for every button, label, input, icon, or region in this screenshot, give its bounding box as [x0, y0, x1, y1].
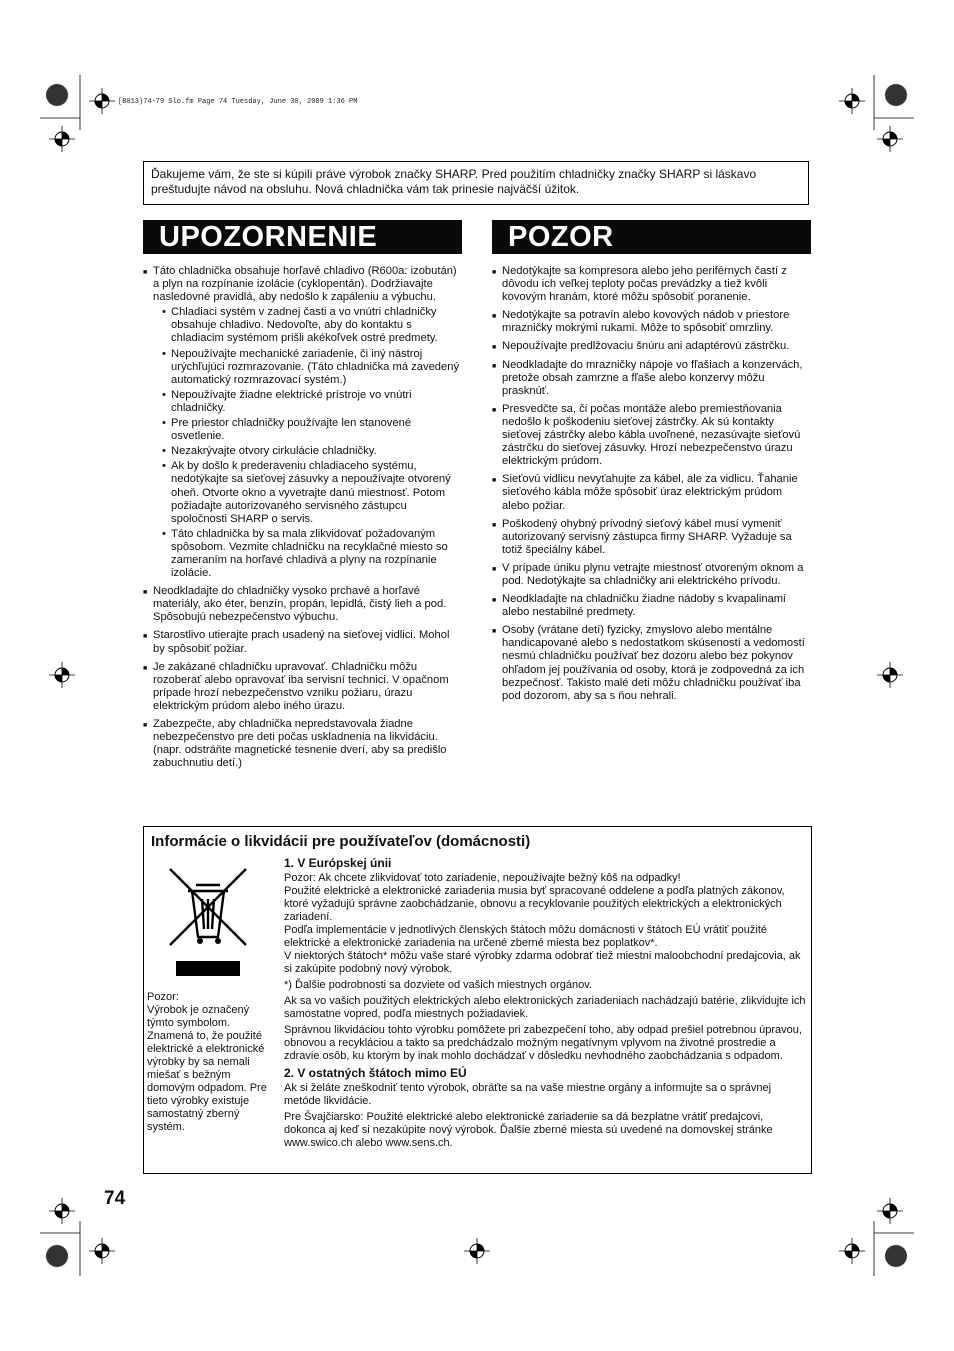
- caution-item: ■ Nedotýkajte sa kompresora alebo jeho periférnych častí z dôvodu ich veľkej teploty počas prevádzky a tiež kvôli kovovým hranám, ktoré môžu spôsobiť poranenie.: [492, 265, 810, 304]
- caution-banner: POZOR: [492, 220, 811, 254]
- disposal-info-box: [143, 826, 812, 1174]
- caution-item: ■ V prípade úniku plynu vetrajte miestnosť otvoreným oknom a pod. Nedotýkajte sa chladničky ani elektrického prívodu.: [492, 562, 810, 588]
- caution-item: ■ Nedotýkajte sa potravín alebo kovových nádob v priestore mrazničky mokrými rukami. Môže to spôsobiť omrzliny.: [492, 309, 810, 335]
- warning-item: ■ Neodkladajte do chladničky vysoko prchavé a horľavé materiály, ako éter, benzín, propán, lepidlá, čistý lieh a pod. Spôsobujú nebezpečenstvo výbuchu.: [143, 585, 463, 624]
- warning-subitem: • Chladiaci systém v zadnej časti a vo vnútri chladničky obsahuje chladivo. Nedovoľte, aby do kontaktu s chladiacim systémom prišli akékoľvek ostré predmety.: [162, 306, 463, 345]
- warning-subitem: • Nepoužívajte mechanické zariadenie, či iný nástroj urýchľujúci rozmrazovanie. (Táto chladnička má zavedený automatický rozmrazovací systém.): [162, 348, 463, 387]
- paragraph: Pozor: Ak chcete zlikvidovať toto zariadenie, nepoužívajte bežný kôš na odpadky!: [284, 872, 681, 884]
- crossed-bin-icon: [166, 865, 250, 979]
- caution-item: ■ Sieťovú vidlicu nevyťahujte za kábel, ale za vidlicu. Ťahanie sieťového kábla môže spôsobiť úraz elektrickým prúdom alebo požiar.: [492, 473, 810, 512]
- caution-item: ■ Osoby (vrátane detí) fyzicky, zmyslovo alebo mentálne handicapované alebo s nedostatkom skúseností a vedomostí nesmú chladničku používať bez dozoru alebo bez pokynov ohľadom jej používania od osoby, ktorá je zodpovedná za ich bezpečnosť. Takisto malé deti môžu chladničku používať iba pod dozorom, aby sa s ňou nehrali.: [492, 624, 810, 703]
- paragraph: *) Ďalšie podrobnosti sa dozviete od vašich miestnych orgánov.: [284, 979, 592, 991]
- warning-item: ■ Starostlivo utierajte prach usadený na sieťovej vidlici. Mohol by spôsobiť požiar.: [143, 629, 463, 655]
- page-number: 74: [104, 1188, 126, 1209]
- warning-item: ■ Je zakázané chladničku upravovať. Chladničku môžu rozoberať alebo opravovať iba servisní technici. V opačnom prípade hrozí nebezpečenstvo vzniku požiaru, úrazu elektrickým prúdom alebo iného úrazu.: [143, 661, 463, 713]
- caution-item: ■ Nepoužívajte predlžovaciu šnúru ani adaptérovú zástrčku.: [492, 340, 810, 353]
- warning-list: [143, 265, 463, 775]
- paragraph: Ak sa vo vašich použitých elektrických alebo elektronických zariadeniach nachádzajú batérie, zlikvidujte ich samostatne vopred, podľa miestnych požiadaviek.: [284, 995, 806, 1020]
- caution-item: ■ Neodkladajte na chladničku žiadne nádoby s kvapalinami alebo nestabilné predmety.: [492, 593, 810, 619]
- warning-subitem: • Pre priestor chladničky používajte len stanovené osvetlenie.: [162, 417, 463, 443]
- caution-item: ■ Presvedčte sa, či počas montáže alebo premiestňovania nedošlo k poškodeniu sieťovej zástrčky. Ak sú kontakty sieťovej zástrčky alebo kábla uvoľnené, nezasúvajte sieťovú zástrčku do sieťovej zásuvky. Hrozí nebezpečenstvo úrazu elektrickým prúdom.: [492, 403, 810, 468]
- paragraph: V niektorých štátoch* môžu vaše staré výrobky zdarma odobrať tiež miestni maloobchodní predajcovia, ak si zakúpite podobný nový výrobok.: [284, 950, 801, 975]
- paragraph: Podľa implementácie v jednotlivých členských štátoch môžu domácnosti v štátoch EÚ vrátiť použité elektrické a elektronické zariadenia na určené zberné miesta bez poplatkov*.: [284, 924, 768, 949]
- warning-subitem: • Nezakrývajte otvory cirkulácie chladničky.: [162, 445, 463, 458]
- disposal-text: [284, 857, 806, 1153]
- file-info-header: [B013)74-79 Slo.fm Page 74 Tuesday, June 30, 2009 1:36 PM: [118, 98, 358, 106]
- section-heading-eu: 1. V Európskej únii: [284, 856, 392, 870]
- warning-subitem: • Nepoužívajte žiadne elektrické prístroje vo vnútri chladničky.: [162, 389, 463, 415]
- section-heading-non-eu: 2. V ostatných štátoch mimo EÚ: [284, 1066, 467, 1080]
- intro-box: Ďakujeme vám, že ste si kúpili práve výrobok značky SHARP. Pred použitím chladničky značky SHARP si láskavo preštudujte návod na obsluhu. Nová chladnička vám tak prinesie najväčší úžitok.: [143, 161, 809, 205]
- disposal-title: Informácie o likvidácii pre používateľov (domácnosti): [151, 833, 531, 850]
- warning-subitem: • Ak by došlo k prederaveniu chladiaceho systému, nedotýkajte sa sieťovej zásuvky a nepoužívajte otvorený oheň. Otvorte okno a vyvetrajte danú miestnosť. Potom požiadajte autorizovaného servisného zástupcu spoločnosti SHARP o servis.: [162, 460, 463, 525]
- symbol-note: Pozor: Výrobok je označený týmto symbolom. Znamená to, že použité elektrické a elektronické výrobky by sa nemali miešať s bežným domovým odpadom. Pre tieto výrobky existuje samostatný zberný systém.: [147, 991, 267, 1133]
- caution-list: [492, 265, 810, 708]
- paragraph: Použité elektrické a elektronické zariadenia musia byť spracované oddelene a podľa platných zákonov, ktoré vyžadujú správne zaobchádzanie, obnovu a recyklovanie použitých elektrických a elektronických zariadení.: [284, 885, 785, 923]
- paragraph: Ak si želáte zneškodniť tento výrobok, obráťte sa na vaše miestne orgány a informujte sa o správnej metóde likvidácie.: [284, 1082, 772, 1107]
- warning-item: ■ Zabezpečte, aby chladnička nepredstavovala žiadne nebezpečenstvo pre deti počas uskladnenia na likvidáciu. (napr. odstráňte magnetické tesnenie dverí, aby sa predišlo zabuchnutiu detí.): [143, 718, 463, 770]
- warning-item: [143, 265, 463, 580]
- warning-banner: UPOZORNENIE: [143, 220, 462, 254]
- warning-subitem: • Táto chladnička by sa mala zlikvidovať požadovaným spôsobom. Vezmite chladničku na recyklačné miesto so zameraním na horľavé chladivá a plyny na rozpínanie izolácie.: [162, 528, 463, 580]
- warning-item-text: ■ Táto chladnička obsahuje horľavé chladivo (R600a: izobután) a plyn na rozpínanie izolácie (cyklopentán). Dodržiavajte nasledovné pravidlá, aby nedošlo k zapáleniu a výbuchu.: [153, 265, 457, 304]
- paragraph: Správnou likvidáciou tohto výrobku pomôžete pri zabezpečení toho, aby odpad prešiel potrebnou úpravou, obnovou a recykláciou a takto sa predchádzalo možným negatívnym vplyvom na životné prostredie a zdravie osôb, ku ktorým by inak mohlo dochádzať v dôsledku nevhodného zaobchádzania s odpadom.: [284, 1024, 802, 1062]
- caution-item: ■ Neodkladajte do mrazničky nápoje vo fľašiach a konzervách, pretože obsah zamrzne a fľaše alebo konzervy môžu prasknúť.: [492, 359, 810, 398]
- paragraph: Pre Švajčiarsko: Použité elektrické alebo elektronické zariadenie sa dá bezplatne vrátiť predajcovi, dokonca aj keď si nezakúpite nový výrobok. Ďalšie zberné miesta sú uvedené na domovskej stránke www.swico.ch alebo www.sens.ch.: [284, 1111, 773, 1149]
- caution-item: ■ Poškodený ohybný prívodný sieťový kábel musí vymeniť autorizovaný servisný zástupca firmy SHARP. Vyžaduje sa totiž špeciálny kábel.: [492, 518, 810, 557]
